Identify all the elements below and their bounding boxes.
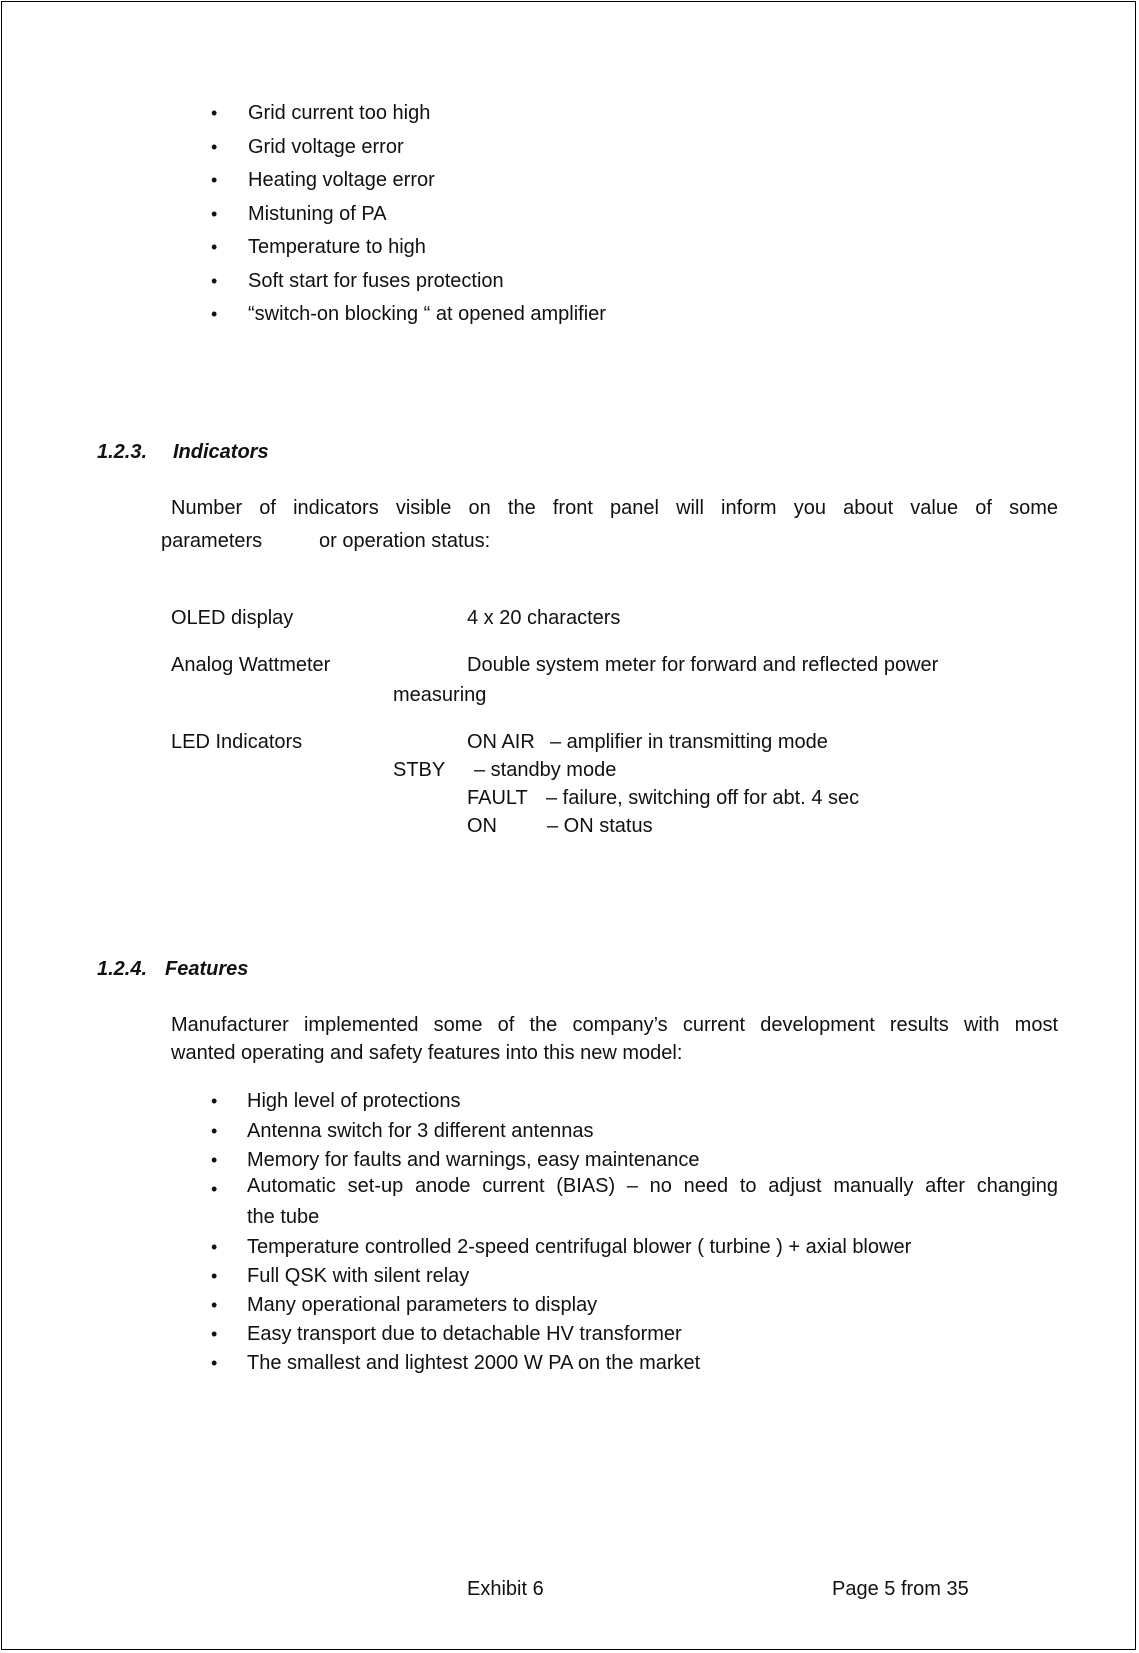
paragraph-line: wanted operating and safety features into this new model:: [171, 1042, 683, 1064]
list-item: Temperature to high: [248, 236, 426, 258]
paragraph-line: Number of indicators visible on the front panel will inform you about value of some: [171, 497, 1058, 519]
bullet-icon: •: [211, 1091, 218, 1111]
bullet-icon: •: [211, 1121, 218, 1141]
bullet-icon: •: [211, 1179, 218, 1199]
led-name: ON AIR: [467, 731, 535, 753]
list-item: Easy transport due to detachable HV transformer: [247, 1323, 682, 1345]
list-item: [247, 1174, 1058, 1198]
document-page: [1, 1, 1136, 1650]
led-name: ON: [467, 815, 497, 837]
bullet-icon: •: [211, 1353, 218, 1373]
section-number: 1.2.3.: [97, 441, 148, 463]
section-title: Features: [165, 958, 249, 980]
bullet-icon: •: [211, 1150, 218, 1170]
led-desc: – ON status: [547, 815, 653, 837]
bullet-icon: •: [211, 137, 218, 157]
list-item: Temperature controlled 2-speed centrifugal blower ( turbine ) + axial blower: [247, 1236, 912, 1258]
bullet-icon: •: [211, 1295, 218, 1315]
led-desc: – failure, switching off for abt. 4 sec: [546, 787, 860, 809]
row-label: OLED display: [171, 607, 294, 629]
list-item: Heating voltage error: [248, 169, 435, 191]
paragraph-line: parameters: [161, 530, 263, 552]
bullet-icon: •: [211, 204, 218, 224]
section-number: 1.2.4.: [97, 958, 148, 980]
bullet-icon: •: [211, 1324, 218, 1344]
footer-page-number: Page 5 from 35: [832, 1578, 969, 1600]
bullet-icon: •: [211, 1266, 218, 1286]
led-name: STBY: [393, 759, 446, 781]
list-item: Memory for faults and warnings, easy maintenance: [247, 1149, 700, 1171]
led-desc: – amplifier in transmitting mode: [550, 731, 828, 753]
list-item: The smallest and lightest 2000 W PA on the market: [247, 1352, 701, 1374]
led-desc: – standby mode: [474, 759, 617, 781]
paragraph-line: or operation status:: [319, 530, 491, 552]
paragraph: [171, 1010, 1058, 1040]
list-item-line: Automatic set-up anode current (BIAS) – no need to adjust manually after changing: [247, 1175, 1058, 1197]
section-title: Indicators: [173, 441, 269, 463]
list-item: Grid voltage error: [248, 136, 404, 158]
row-value: Double system meter for forward and reflected power: [467, 654, 939, 676]
list-item: Soft start for fuses protection: [248, 270, 504, 292]
row-label: Analog Wattmeter: [171, 654, 331, 676]
row-value: 4 x 20 characters: [467, 607, 621, 629]
list-item: Full QSK with silent relay: [247, 1265, 470, 1287]
bullet-icon: •: [211, 170, 218, 190]
list-item: High level of protections: [247, 1090, 461, 1112]
list-item: “switch-on blocking “ at opened amplifier: [248, 303, 606, 325]
footer-exhibit: Exhibit 6: [467, 1578, 544, 1600]
row-value: measuring: [393, 684, 487, 706]
bullet-icon: •: [211, 103, 218, 123]
bullet-icon: •: [211, 237, 218, 257]
bullet-icon: •: [211, 271, 218, 291]
paragraph-line: Manufacturer implemented some of the company’s current development results with most: [171, 1014, 1058, 1036]
list-item: Grid current too high: [248, 102, 431, 124]
list-item: Antenna switch for 3 different antennas: [247, 1120, 594, 1142]
bullet-icon: •: [211, 304, 218, 324]
bullet-icon: •: [211, 1237, 218, 1257]
list-item: Many operational parameters to display: [247, 1294, 598, 1316]
paragraph: [171, 493, 1058, 523]
row-label: LED Indicators: [171, 731, 303, 753]
led-name: FAULT: [467, 787, 528, 809]
list-item-line: the tube: [247, 1206, 320, 1228]
list-item: Mistuning of PA: [248, 203, 387, 225]
